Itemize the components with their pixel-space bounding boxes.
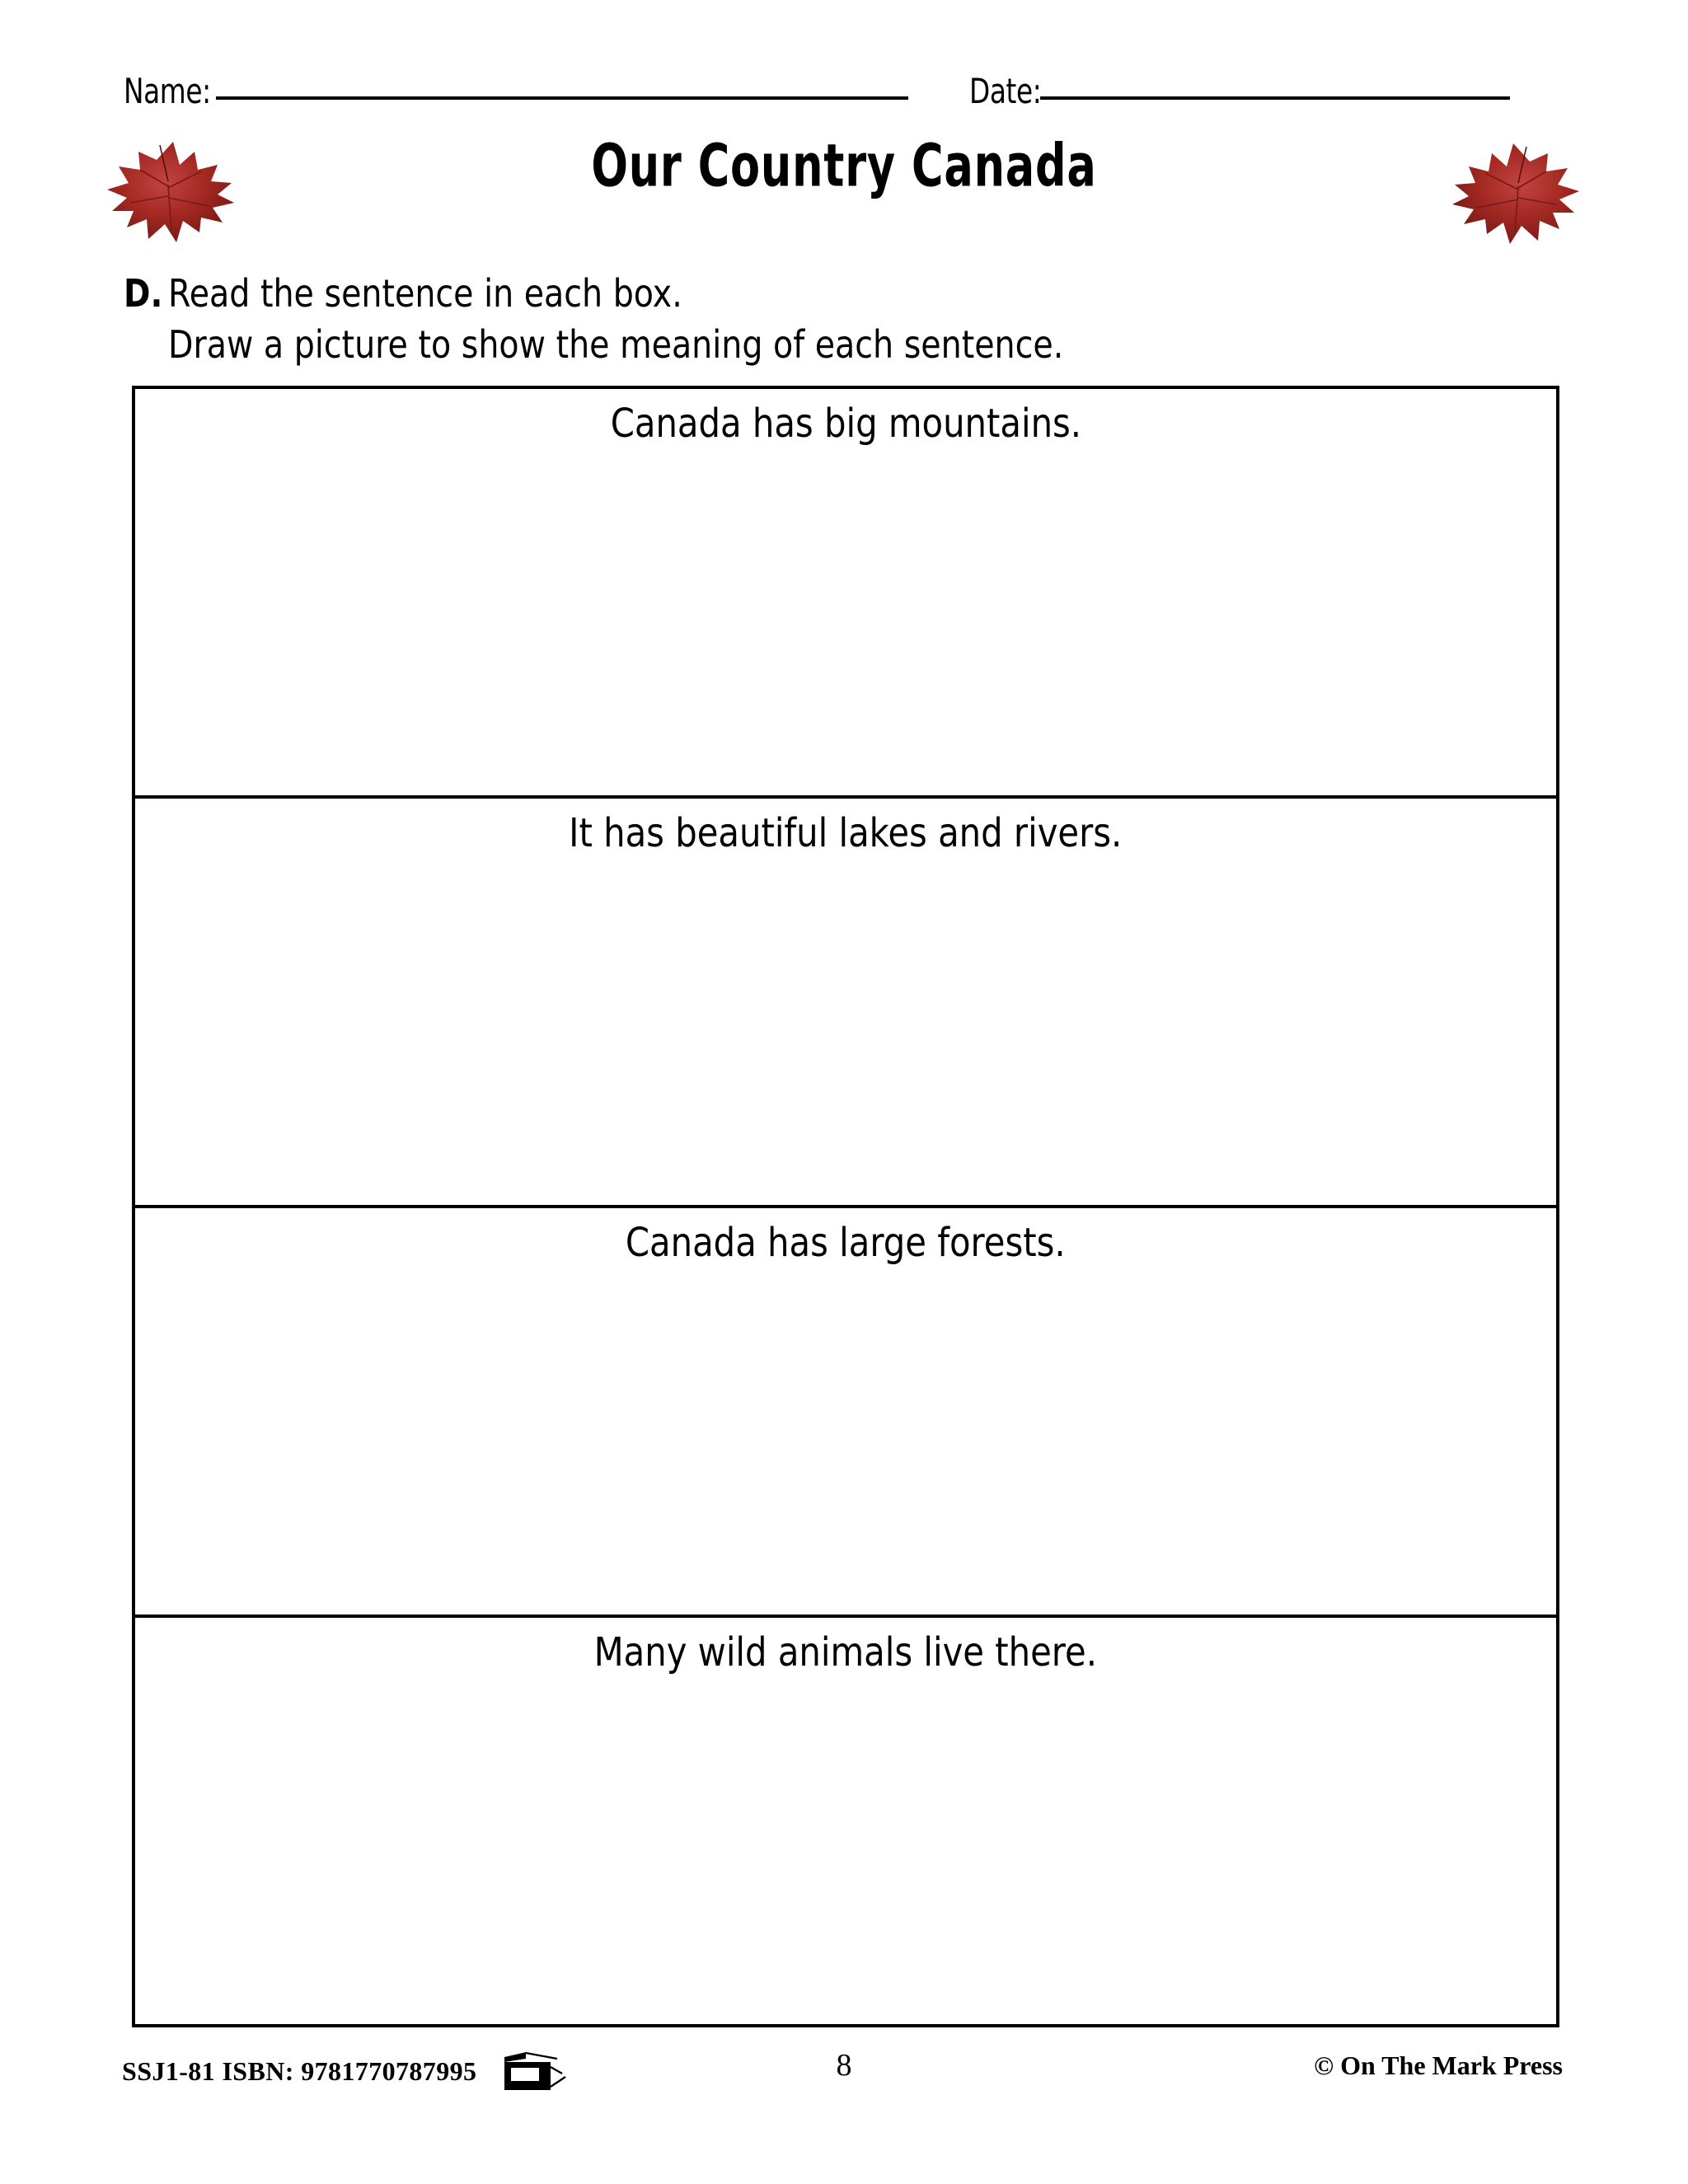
instruction-text-1: Read the sentence in each box.	[168, 271, 682, 316]
maple-leaf-icon	[1441, 134, 1589, 265]
date-input-line[interactable]	[1040, 96, 1510, 100]
instruction-line-1	[124, 272, 1591, 315]
name-label: Name:	[124, 71, 211, 111]
name-input-line[interactable]	[216, 96, 908, 100]
isbn-code: SSJ1-81 ISBN: 9781770787995	[122, 2055, 477, 2086]
page-footer	[0, 2042, 1688, 2108]
box-sentence-1: Canada has big mountains.	[610, 401, 1081, 447]
sentence-boxes-table	[132, 386, 1559, 2027]
box-sentence-4: Many wild animals live there.	[593, 1629, 1098, 1675]
drawing-area-1[interactable]	[135, 463, 1556, 795]
date-field-group	[968, 71, 1510, 111]
table-row	[135, 799, 1556, 1208]
table-row	[135, 1208, 1556, 1618]
drawing-area-4[interactable]	[135, 1692, 1556, 2024]
instruction-marker: D.	[124, 271, 163, 316]
instructions-block	[124, 272, 1591, 367]
page-number: 8	[836, 2048, 852, 2083]
title-band	[0, 132, 1688, 280]
page-title: Our Country Canada	[591, 132, 1097, 201]
name-field-group	[124, 71, 908, 111]
name-date-row	[124, 51, 1574, 109]
instruction-text-2: Draw a picture to show the meaning of each sentence.	[168, 322, 1064, 368]
table-row	[135, 1618, 1556, 2024]
date-label: Date:	[968, 71, 1041, 111]
box-sentence-3: Canada has large forests.	[626, 1220, 1066, 1266]
box-sentence-2: It has beautiful lakes and rivers.	[569, 810, 1123, 856]
drawing-area-2[interactable]	[135, 873, 1556, 1205]
drawing-area-3[interactable]	[135, 1282, 1556, 1615]
table-row	[135, 389, 1556, 799]
instruction-line-2	[124, 323, 1591, 366]
copyright-notice: © On The Mark Press	[1314, 2050, 1563, 2080]
